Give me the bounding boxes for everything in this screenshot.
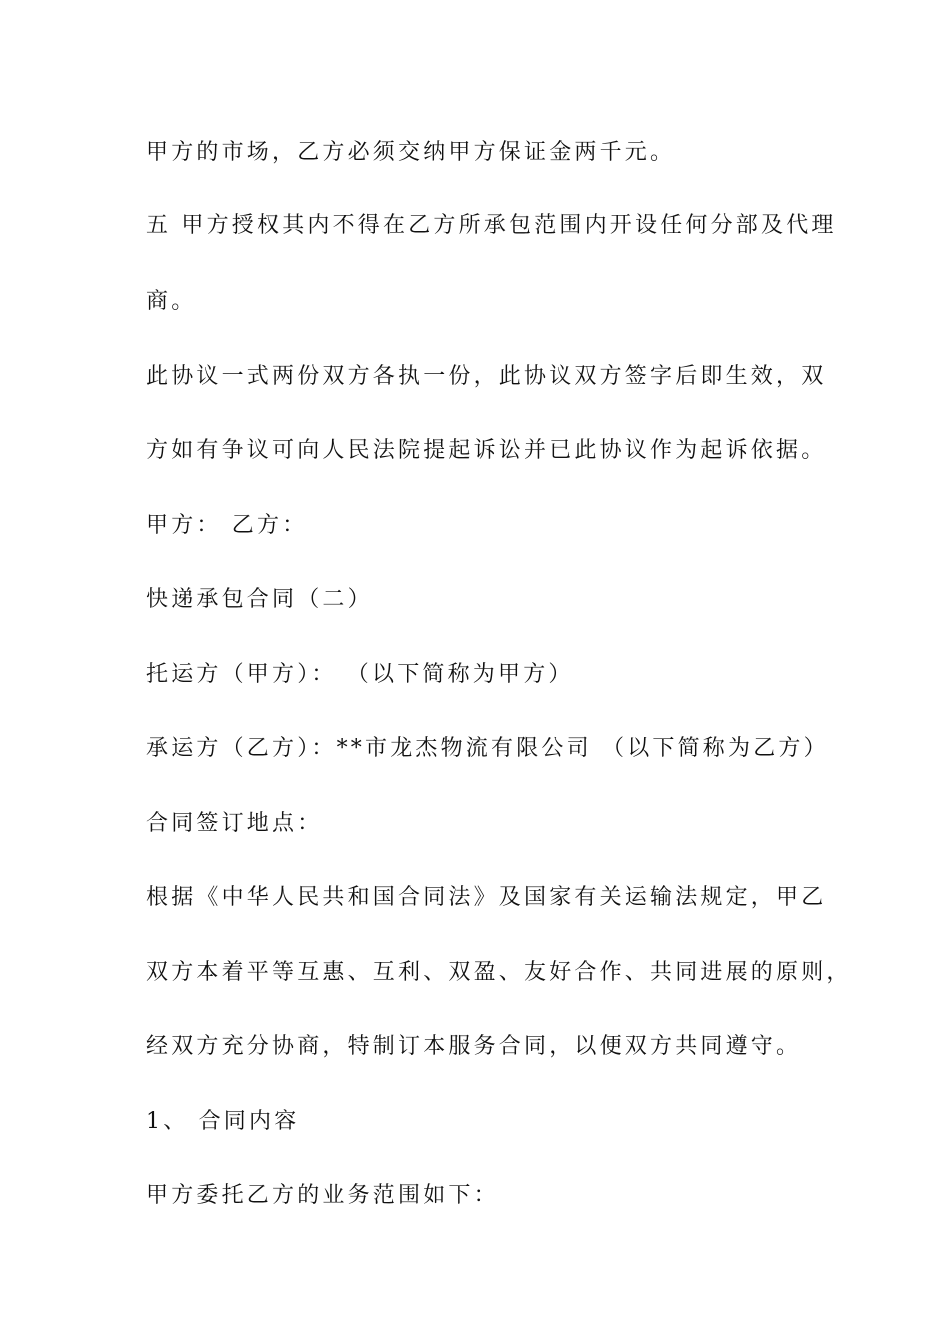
paragraph-deposit-clause: 甲方的市场，乙方必须交纳甲方保证金两千元。 bbox=[146, 140, 676, 165]
paragraph-basis: 根据《中华人民共和国合同法》及国家有关运输法规定，甲乙 bbox=[146, 885, 827, 910]
signing-location-line: 合同签订地点： bbox=[146, 811, 323, 836]
paragraph-copies-clause-cont: 方如有争议可向人民法院提起诉讼并已此协议作为起诉依据。 bbox=[146, 438, 827, 463]
paragraph-basis-cont-2: 经双方充分协商，特制订本服务合同，以便双方共同遵守。 bbox=[146, 1034, 802, 1059]
heading-contract-content: 1、 合同内容 bbox=[146, 1109, 300, 1134]
party-b-line: 承运方（乙方）：**市龙杰物流有限公司 （以下简称为乙方） bbox=[146, 736, 829, 761]
party-a-line: 托运方（甲方）： （以下简称为甲方） bbox=[146, 662, 574, 687]
paragraph-clause-five: 五 甲方授权其内不得在乙方所承包范围内开设任何分部及代理 bbox=[146, 213, 837, 238]
paragraph-clause-five-cont: 商。 bbox=[146, 289, 197, 314]
paragraph-basis-cont-1: 双方本着平等互惠、互利、双盈、友好合作、共同进展的原则， bbox=[146, 960, 852, 985]
paragraph-copies-clause: 此协议一式两份双方各执一份，此协议双方签字后即生效，双 bbox=[146, 364, 827, 389]
section-title: 快递承包合同（二） bbox=[146, 587, 373, 612]
signature-line: 甲方： 乙方： bbox=[146, 513, 308, 538]
paragraph-business-scope: 甲方委托乙方的业务范围如下： bbox=[146, 1183, 499, 1208]
